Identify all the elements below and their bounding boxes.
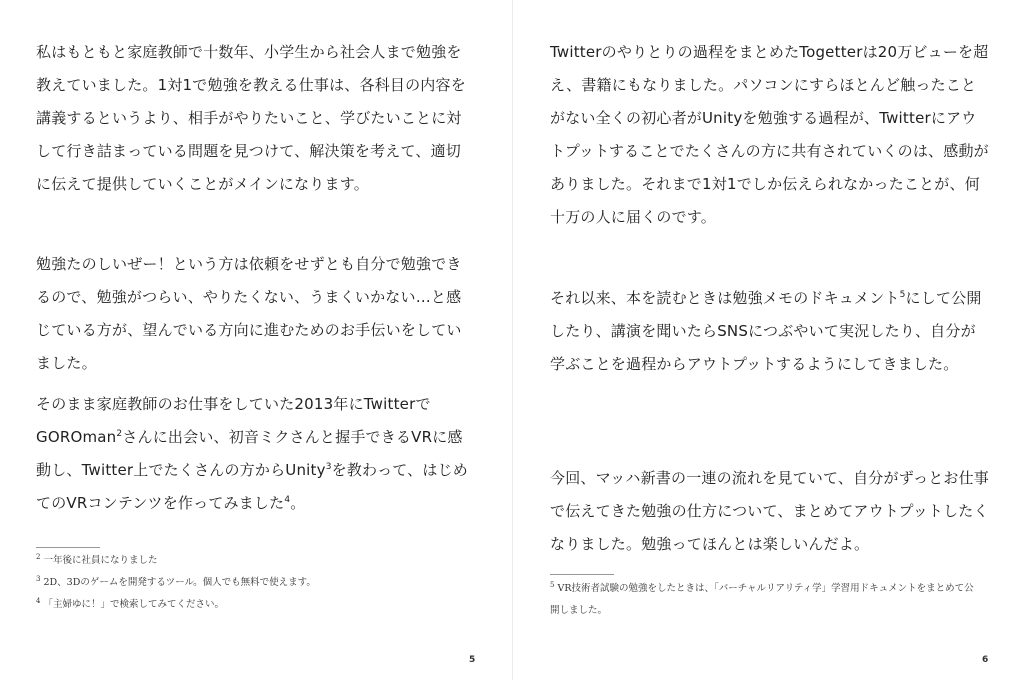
footnote-text: 2D、3Dのゲームを開発するツール。個人でも無料で使えます。 [43,577,316,588]
right-paragraph-2 [550,282,990,381]
footnote-5 [550,578,980,622]
footnote-4 [36,594,476,616]
footnote-ref-3[interactable]: 3 [325,462,332,472]
para2-text-b: にして公開したり、講演を聞いたらSNSにつぶやいて実況したり、自分が学ぶことを過程からアウトプットするようにしてきました。 [550,289,982,373]
footnote-text: VR技術者試験の勉強をしたときは、「バーチャルリアリティ学」学習用ドキュメントをまとめて公開しました。 [550,583,974,616]
para3-text-d: 。 [290,494,306,512]
left-paragraph-2: 勉強たのしいぜー！という方は依頼をせずとも自分で勉強できるので、勉強がつらい、やりたくない、うまくいかない…と感じている方が、望んでいる方向に進むためのお手伝いをしていました。 [36,255,462,372]
footnote-number: 5 [550,580,555,589]
footnote-3 [36,572,476,594]
footnote-number: 3 [36,574,41,583]
para3-text-b: さんに出会い、初音ミクさんと握手できるVRに感動し、Twitter上でたくさんの方からUnity [36,428,463,479]
footnote-text: 一年後に社員になりました [43,555,158,566]
page-number: 5 [469,655,476,665]
footnote-number: 2 [36,552,41,561]
footnote-2 [36,550,476,572]
right-paragraph-1: Twitterのやりとりの過程をまとめたTogetterは20万ビューを超え、書籍にもなりました。パソコンにすらほとんど触ったことがない全くの初心者がUnityを勉強する過程が、Twitterにアウトプットすることでたくさんの方に共有されていくのは、感動がありました。それまで1対1でしか伝えられなかったことが、何十万の人に届くのです。 [550,43,989,226]
footnote-number: 4 [36,596,41,605]
footnote-divider [550,574,614,575]
para2-text-a: それ以来、本を読むときは勉強メモのドキュメント [550,289,900,307]
left-paragraph-1: 私はもともと家庭教師で十数年、小学生から社会人まで勉強を教えていました。1対1で勉強を教える仕事は、各科目の内容を講義するというより、相手がやりたいこと、学びたいことに対して行き詰まっている問題を見つけて、解決策を考えて、適切に伝えて提供していくことがメインになります。 [36,43,466,193]
footnote-text: 「主婦ゆに！」で検索してみてください。 [43,599,225,610]
para3-text-a: そのまま家庭教師のお仕事をしていた2013年にTwitterでGOROman [36,395,431,446]
right-paragraph-3: 今回、マッハ新書の一連の流れを見ていて、自分がずっとお仕事で伝えてきた勉強の仕方について、まとめてアウトプットしたくなりました。勉強ってほんとは楽しいんだよ。 [550,469,990,553]
right-page [512,0,1024,680]
page-number: 6 [982,655,989,665]
footnote-ref-4[interactable]: 4 [284,495,291,505]
footnote-ref-2[interactable]: 2 [116,429,123,439]
para3-text-c: を教わって、はじめてのVRコンテンツを作ってみました [36,461,468,512]
footnote-ref-5[interactable]: 5 [899,290,906,300]
left-paragraph-3 [36,388,476,520]
footnote-divider [36,547,100,548]
